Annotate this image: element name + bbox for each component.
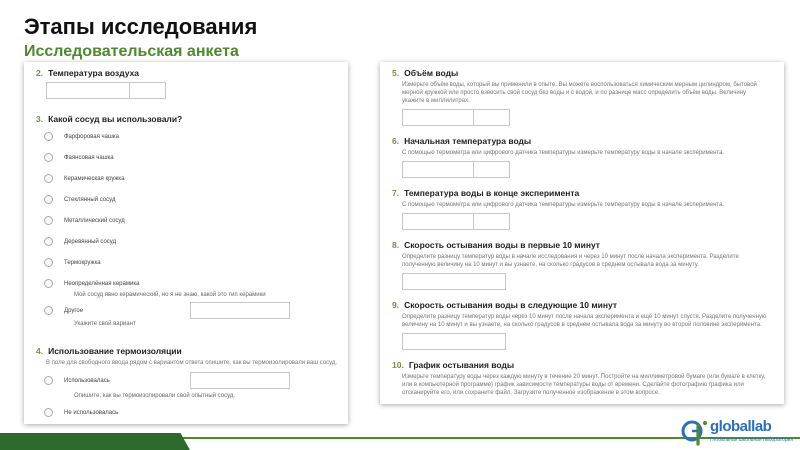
water-volume-inputs	[402, 109, 772, 126]
option-ceramic-mug[interactable]	[44, 174, 125, 183]
radio-button[interactable]	[44, 258, 53, 267]
initial-temperature-input[interactable]	[402, 161, 474, 178]
option-label: Фаянсовая чашка	[64, 154, 114, 161]
air-temperature-input[interactable]	[46, 82, 130, 99]
radio-button[interactable]	[44, 408, 53, 417]
radio-button[interactable]	[44, 132, 53, 141]
question-number: 4.	[36, 346, 44, 356]
radio-button[interactable]	[44, 376, 53, 385]
questionnaire-right-panel	[380, 62, 784, 404]
question-description: Измерьте объём воды, который вы применили в опыте. Вы можете воспользоваться химическим мерным цилиндром, бытовой мерной кружкой или просто взвесить свой сосуд без воды и с водой, и по разнице масс определить объём воды. Величину укажите в миллилитрах.	[402, 82, 757, 104]
cooling-rate-next-inputs	[402, 333, 772, 350]
radio-button[interactable]	[44, 195, 53, 204]
option-wooden-vessel[interactable]	[44, 237, 116, 246]
initial-temperature-inputs	[402, 161, 772, 178]
option-insulation-used[interactable]	[44, 376, 110, 385]
question-number: 10.	[392, 360, 404, 370]
question-title: Скорость остывания воды в следующие 10 минут	[404, 300, 618, 310]
option-hint: Опишите, как вы термоизолировали свой опытный сосуд.	[74, 393, 236, 399]
question-title: Температура воздуха	[48, 68, 140, 78]
slide-title: Этапы исследования	[24, 14, 258, 39]
question-cooling-rate-next-10	[392, 300, 772, 350]
question-thermal-insulation	[36, 346, 336, 367]
radio-button[interactable]	[44, 216, 53, 225]
option-label: Керамическая кружка	[64, 175, 125, 182]
option-faience-cup[interactable]	[44, 153, 114, 162]
air-temperature-inputs	[46, 82, 336, 99]
logo-tagline: Глобальная школьная лаборатория	[710, 437, 794, 443]
question-number: 8.	[392, 240, 400, 250]
radio-button[interactable]	[44, 153, 53, 162]
cooling-rate-first-input[interactable]	[402, 273, 506, 290]
question-description: Определите разницу температур воды в начале исследования и через 10 минут после начала эксперимента. Разделите полученную величину на 10 минут и вы узнаете, на сколько градусов в среднем остывала вода за минуту.	[402, 254, 739, 268]
option-thermo-mug[interactable]	[44, 258, 101, 267]
radio-button[interactable]	[44, 279, 53, 288]
question-title: Температура воды в конце эксперимента	[404, 188, 580, 198]
question-air-temperature	[36, 68, 336, 99]
question-number: 9.	[392, 300, 400, 310]
question-number: 3.	[36, 114, 44, 124]
option-glass-vessel[interactable]	[44, 195, 115, 204]
final-temperature-unit-input[interactable]	[474, 213, 510, 230]
insulation-description-input[interactable]	[190, 372, 290, 389]
initial-temperature-unit-input[interactable]	[474, 161, 510, 178]
option-label: Не использовалась	[64, 409, 119, 416]
other-vessel-input[interactable]	[190, 302, 290, 319]
option-label: Стеклянный сосуд	[64, 196, 116, 203]
question-number: 2.	[36, 68, 44, 78]
logo-name: globallab	[710, 418, 772, 435]
option-label: Использовалась	[64, 377, 110, 384]
question-cooling-graph	[392, 360, 772, 397]
water-volume-unit-input[interactable]	[474, 109, 510, 126]
option-insulation-not-used[interactable]	[44, 408, 118, 417]
option-label: Неопределённая керамика	[64, 280, 140, 287]
question-final-water-temperature	[392, 188, 772, 230]
question-title: Использование термоизоляции	[48, 346, 182, 356]
radio-button[interactable]	[44, 174, 53, 183]
option-hint: Мой сосуд явно керамический, но я не знаю, какой это тип керамики	[74, 292, 266, 298]
question-vessel-type	[36, 114, 336, 124]
globallab-logo-icon	[680, 418, 710, 448]
slide-subtitle: Исследовательская анкета	[24, 43, 239, 60]
option-hint: Укажите свой вариант	[74, 321, 136, 327]
air-temperature-unit-input[interactable]	[130, 82, 166, 99]
question-number: 5.	[392, 68, 400, 78]
question-water-volume	[392, 68, 772, 126]
option-porcelain-cup[interactable]	[44, 132, 119, 141]
water-volume-input[interactable]	[402, 109, 474, 126]
final-temperature-inputs	[402, 213, 772, 230]
radio-button[interactable]	[44, 237, 53, 246]
final-temperature-input[interactable]	[402, 213, 474, 230]
question-title: Начальная температура воды	[404, 136, 532, 146]
question-title: Объём воды	[404, 68, 459, 78]
option-other[interactable]	[44, 306, 83, 315]
question-description: Определите разницу температур воды через 10 минут после начала эксперимента и ещё 10 минут спустя. Разделите полученную величину на 10 минут и вы узнаете, на сколько градусов в среднем остывала вода за минуту во второй половине эксперимента.	[402, 314, 767, 328]
question-description: С помощью термометра или цифрового датчика температуры измерьте температуру воды в начале эксперимента.	[402, 150, 725, 156]
option-unknown-ceramic[interactable]	[44, 279, 139, 288]
question-title: Скорость остывания воды в первые 10 минут	[404, 240, 600, 250]
option-label: Фарфоровая чашка	[64, 133, 119, 140]
cooling-rate-first-inputs	[402, 273, 772, 290]
radio-button[interactable]	[44, 306, 53, 315]
question-number: 6.	[392, 136, 400, 146]
question-initial-water-temperature	[392, 136, 772, 178]
question-description: В поле для свободного ввода рядом с вариантом ответа опишите, как вы термоизолировали ваш сосуд.	[46, 360, 338, 366]
option-label: Деревянный сосуд	[64, 238, 117, 245]
question-number: 7.	[392, 188, 400, 198]
option-label: Другое	[64, 307, 84, 314]
option-label: Металлический сосуд	[64, 217, 125, 224]
option-label: Термокружка	[64, 259, 101, 266]
question-title: График остывания воды	[408, 360, 515, 370]
question-description: Измерьте температуру воды через каждую минуту в течение 20 минут. Постройте на миллиметровой бумаге (или бумаге в клетку, или в компьютерной программе) график зависимости температуры воды от времени. Сделайте фотографию графика или отсканируйте его, или сохраните файл. Загрузите полученное изображение в этом вопросе.	[402, 374, 766, 396]
globallab-logo	[680, 418, 796, 448]
option-metal-vessel[interactable]	[44, 216, 125, 225]
question-cooling-rate-first-10	[392, 240, 772, 290]
cooling-rate-next-input[interactable]	[402, 333, 506, 350]
footer-band	[0, 433, 190, 450]
question-title: Какой сосуд вы использовали?	[48, 114, 183, 124]
question-description: С помощью термометра или цифрового датчика температуры измерьте температуру воды в начале эксперимента.	[402, 202, 725, 208]
questionnaire-left-panel	[24, 62, 348, 424]
